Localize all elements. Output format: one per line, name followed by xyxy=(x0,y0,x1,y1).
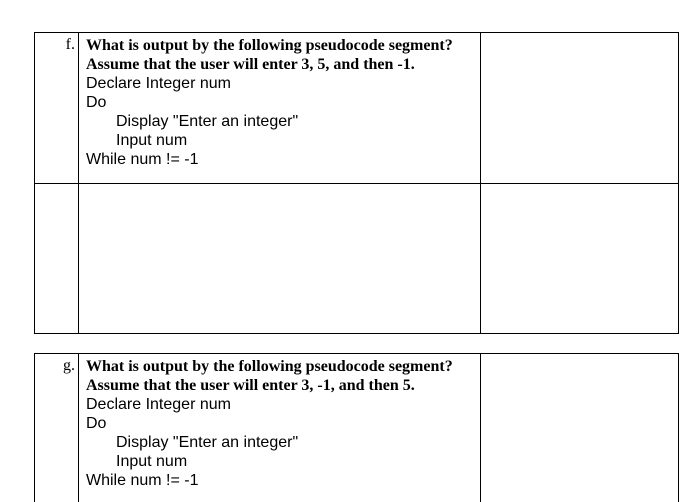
question-f-row xyxy=(35,33,679,184)
question-prompt-line: What is output by the following pseudocode segment? xyxy=(86,358,453,375)
question-prompt-line: What is output by the following pseudocode segment? xyxy=(86,37,453,54)
question-label: g. xyxy=(35,354,79,502)
question-f-text xyxy=(79,33,481,184)
code-line: Display "Enter an integer" xyxy=(116,113,299,130)
code-line: Declare Integer num xyxy=(86,396,231,413)
code-line: Declare Integer num xyxy=(86,75,231,92)
code-line: Input num xyxy=(116,132,188,149)
code-line: Input num xyxy=(116,453,188,470)
question-g-table xyxy=(34,353,679,502)
question-label: f. xyxy=(35,33,79,184)
question-g-text xyxy=(79,354,481,502)
question-f-table xyxy=(34,32,679,334)
question-g-row xyxy=(35,354,679,502)
answer-cell[interactable] xyxy=(481,33,679,184)
question-prompt-line: Assume that the user will enter 3, -1, and then 5. xyxy=(86,377,415,394)
answer-cell[interactable] xyxy=(481,354,679,502)
answer-cell-extra[interactable] xyxy=(481,184,679,334)
question-f-blank-row xyxy=(35,184,679,334)
code-line: Display "Enter an integer" xyxy=(116,434,299,451)
code-line: While num != -1 xyxy=(86,472,199,489)
code-line: Do xyxy=(86,415,107,432)
work-area-cell[interactable] xyxy=(79,184,481,334)
code-line: While num != -1 xyxy=(86,151,199,168)
code-line: Do xyxy=(86,94,107,111)
blank-label-cell xyxy=(35,184,79,334)
question-prompt-line: Assume that the user will enter 3, 5, and then -1. xyxy=(86,56,415,73)
